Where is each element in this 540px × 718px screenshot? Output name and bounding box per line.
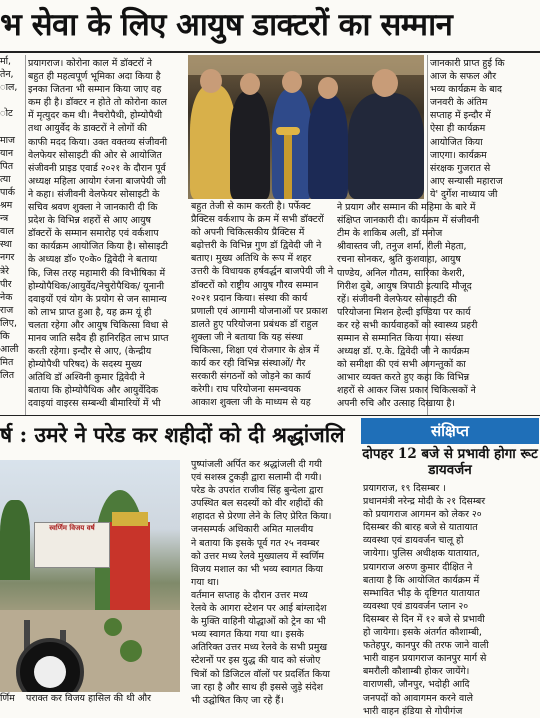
text-line: रेलवे के आगरा स्टेशन पर आई बांग्लादेश bbox=[191, 603, 327, 615]
text-line: में मृत्युदर कम थी। नैचरोपैथी, होम्योपैथी bbox=[28, 110, 163, 122]
text-line: जनसम्पर्क अधिकारी अमित मालवीय bbox=[191, 524, 314, 536]
text-line: को समीक्षा की एवं सभी आगन्तुकों का bbox=[337, 359, 466, 371]
text-line: प्रणाली एवं आगामी योजनाओं पर प्रकाश bbox=[191, 305, 328, 317]
text-line: बहुत ही महत्वपूर्ण भूमिका अदा किया है bbox=[28, 71, 161, 83]
text-line: चलता रहेगा और आयुष चिकित्सा विधा से bbox=[28, 319, 168, 331]
text-line: अध्यक्ष महिला आयोग रंजना बाजपेयी जी bbox=[28, 175, 167, 187]
text-line: भारी वाहन प्रयागराज कानपुर मार्ग से bbox=[363, 653, 487, 665]
text-line: के मुक्ति वाहिनी योद्धाओं को ट्रेन का भी bbox=[191, 616, 326, 628]
text-line: कम ही है। डॉक्टर न होते तो कोरोना काल bbox=[28, 97, 167, 109]
text-line: बताया कि होम्योपैथिक और आयुर्वेदिक bbox=[28, 385, 159, 397]
text-line: अतिरिक्त उत्तर मध्य रेलवे के सभी प्रमुख bbox=[191, 642, 328, 654]
text-line: ने बताया कि इसके पूर्व गत २५ नवम्बर bbox=[191, 537, 320, 549]
text-line: मानव जाति सदैव ही हानिरहित लाभ प्राप्त bbox=[28, 332, 169, 344]
text-line: कार्य कर रही विभिन्न संस्थाओं/ गैर bbox=[191, 358, 306, 370]
text-line: हो जायेगा। इसके अंतर्गत कौशाम्बी, bbox=[363, 627, 482, 639]
text-line: अध्यक्ष डॉ. ए.के. द्विवेदी जी ने कार्यक्रम bbox=[337, 346, 470, 358]
text-line: प्रैक्टिस वर्कशाप के क्रम में सभी डॉक्टरों bbox=[191, 214, 324, 226]
text-line: मित bbox=[0, 357, 14, 369]
text-line: विजय मशाल का भी भव्य स्वागत किया bbox=[191, 563, 323, 575]
text-line: लिए, bbox=[0, 317, 17, 329]
text-line bbox=[0, 94, 24, 107]
text-line: अतिथि डॉ अश्विनी कुमार द्विवेदी ने bbox=[28, 372, 145, 384]
sankshipt-banner: संक्षिप्त bbox=[361, 418, 539, 444]
text-line: आज के सफल और bbox=[430, 71, 497, 83]
sankshipt-body bbox=[363, 482, 539, 717]
text-line: परियोजना मिशन हेल्दी इण्डिया पर कार्य bbox=[337, 306, 471, 318]
text-line bbox=[0, 120, 24, 133]
text-line: व्यवस्था एवं डायवर्जन चालू हो bbox=[363, 535, 464, 547]
text-line: होम्योपैथिक/आयुर्वेद/नेचुरोपैथिक/ यूनानी bbox=[28, 280, 164, 292]
text-line: सप्ताह में इन्दौर में bbox=[430, 110, 491, 122]
text-line: पीर bbox=[0, 278, 12, 290]
text-line: शहरों से आकर जिस प्रकार चिकित्सकों ने bbox=[337, 385, 476, 397]
text-line: काफी मदद किया। उक्त वक्तव्य संजीवनी bbox=[28, 136, 168, 148]
text-line: जनवरी के अंतिम bbox=[430, 97, 488, 109]
text-line: होम्योपैथी परिषद) के सदस्य मुख्य bbox=[28, 359, 142, 371]
text-line: इनका जितना भी सम्मान किया जाए वह bbox=[28, 84, 162, 96]
text-line: टीम के शाकिब अली, डॉ मनोज bbox=[337, 228, 443, 240]
text-line: करेगी। राघ परियोजना समन्वयक bbox=[191, 384, 301, 396]
text-line: आभार व्यक्त करते हुए कहा कि विभिन्न bbox=[337, 372, 470, 384]
text-line: श्रीवास्तव जी, तनुज शर्मा, रीली मेहता, bbox=[337, 241, 467, 253]
parade-article-column bbox=[191, 458, 356, 706]
text-line: प्रदेश के विभिन्न शहरों से आए आयुष bbox=[28, 215, 151, 227]
headline-rule bbox=[0, 51, 540, 53]
text-line: ऐसा ही कार्यक्रम bbox=[430, 123, 486, 135]
text-line: पित bbox=[0, 160, 14, 172]
article-column-3 bbox=[337, 57, 539, 413]
text-line: पुष्पांजली अर्पित कर श्रद्धांजली दी गयी bbox=[191, 459, 322, 470]
parade-memorial-photo bbox=[0, 460, 180, 706]
text-line: डॉक्टरों को राष्ट्रीय आयुष गौरव सम्मान bbox=[191, 279, 319, 291]
text-line: एवं सशस्त्र टुकड़ी द्वारा सलामी दी गयी। bbox=[191, 472, 322, 484]
text-line: बहुत तेजी से काम करती है। पर्फेक्ट bbox=[191, 201, 311, 212]
text-line: कि, जिस तरह महामारी की विभीषिका में bbox=[28, 267, 166, 279]
text-line: बढ़ोत्तरी के विभिन्न गुण डॉ द्विवेदी जी ने bbox=[191, 240, 322, 252]
text-line: दिसम्बर से दिन में १२ बजे से प्रभावी bbox=[363, 613, 485, 625]
text-line: २०२१ प्रदान किया। संस्था की कार्य bbox=[191, 292, 308, 304]
text-line: सम्मान से सम्मानित किया गया। संस्था bbox=[337, 332, 464, 344]
text-line: आकाश शुक्ला जी के माध्यम से यह bbox=[191, 397, 311, 409]
text-line: नगर bbox=[0, 252, 15, 264]
text-line: बमरौली कौशाम्बी होकर जायेंगे। bbox=[363, 666, 470, 678]
text-line: रहें। संजीवनी वेलफेयर सोसाइटी की bbox=[337, 293, 457, 305]
text-line: आयोजित किया bbox=[430, 136, 483, 148]
main-headline: भ सेवा के लिए आयुष डाक्टरों का सम्मान bbox=[0, 7, 453, 43]
text-line: करती रहेगा। इन्दौर से आए, (केन्द्रीय bbox=[28, 346, 152, 358]
text-line: तेन, bbox=[0, 69, 14, 81]
text-line: संरक्षक गुजरात से bbox=[430, 162, 491, 174]
text-line: ाल, bbox=[0, 82, 18, 94]
text-line: ने कहा। संजीवनी वेलफेयर सोसाइटी के bbox=[28, 188, 160, 200]
text-line: र्मा, bbox=[0, 56, 12, 67]
text-line: प्रयागराज, १९ दिसम्बर । bbox=[363, 483, 446, 494]
text-line: भी उद्घोषित किए जा रहे हैं। bbox=[191, 694, 284, 706]
text-line: दिसम्बर की बारह बजे से यातायात bbox=[363, 522, 478, 534]
text-line: गया था। bbox=[191, 576, 220, 588]
text-line: आली bbox=[0, 344, 19, 356]
text-line: पाण्डेय, अनिल गौतम, सारिका केशरी, bbox=[337, 267, 465, 279]
column-divider bbox=[25, 55, 26, 415]
text-line: रचना सोनकर, श्रुति कुशवाहा, आयुष bbox=[337, 254, 461, 266]
parade-headline: र्ष : उमरे ने परेड कर शहीदों को दी श्रद्धांजलि bbox=[0, 422, 345, 447]
text-line: फतेहपुर, कानपुर की तरफ जाने वाली bbox=[363, 640, 489, 652]
text-line: के अध्यक्ष डॉ० ए०के० द्विवेदी ने बताया bbox=[28, 254, 158, 266]
text-line: बताए। मुख्य अतिथि के रूप में शहर bbox=[191, 253, 312, 265]
banner-sign bbox=[34, 522, 110, 568]
text-line: संक्षिप्त जानकारी दी। कार्यक्रम में संजीवनी bbox=[337, 215, 480, 227]
text-line: सम्भावित भीड़ के दृष्टिगत यातायात bbox=[363, 587, 480, 599]
text-line: दवाइयों एवं योग के प्रयोग से जन सामान्य bbox=[28, 293, 167, 305]
text-line: श्रम bbox=[0, 200, 13, 212]
text-line: जाएगा। कार्यक्रम bbox=[430, 149, 487, 161]
text-line: को अपनी चिकित्सकीय प्रैक्टिस में bbox=[191, 227, 305, 239]
text-line: कि bbox=[0, 330, 10, 342]
text-line: प्रयागराज। कोरोना काल में डॉक्टरों ने bbox=[28, 58, 153, 69]
text-line: दवाइयां वाइरस सम्बन्धी बीमारियों में भी bbox=[28, 398, 161, 410]
text-line: सरकारी संगठनों को जोड़ने का कार्य bbox=[191, 371, 311, 383]
text-line: स्टेशनों पर इस युद्ध की याद को संजोए bbox=[191, 655, 321, 667]
text-line: माज bbox=[0, 134, 15, 146]
text-line: लित bbox=[0, 370, 15, 382]
text-line: भव्य स्वागत किया गया था। इसके bbox=[191, 629, 304, 641]
sankshipt-headline: दोपहर 12 बजे से प्रभावी होगा रूट डायवर्जन bbox=[362, 446, 538, 478]
text-line: व्यवस्था एवं डायवर्जन प्लान २० bbox=[363, 600, 469, 612]
text-line: वाराणसी, जौनपुर, भदोही आदि bbox=[363, 679, 470, 691]
text-line: शुक्ला जी ने बताया कि यह संस्था bbox=[191, 331, 303, 343]
text-line: शहादत से प्रेरणा लेने के लिए प्रेरित किया। bbox=[191, 511, 332, 523]
text-line: को उत्तर मध्य रेलवे मुख्यालय में स्वर्णिम bbox=[191, 550, 324, 562]
text-line: संजीवनी प्राइड एवार्ड २०२१ के दौरान पूर्व bbox=[28, 162, 166, 174]
text-line: चिकित्सा, शिक्षा एवं रोजगार के क्षेत्र में bbox=[191, 345, 320, 357]
text-line: तथा आयुर्वेद के डाक्टरों ने लोगों की bbox=[28, 123, 147, 135]
text-line: का कार्यक्रम आयोजित किया है। सोसाइटी bbox=[28, 241, 168, 253]
text-line: को लाभ प्राप्त हुआ है, यह क्रम यूं ही bbox=[28, 306, 152, 318]
text-line: गिरीश दुबे, आयुष त्रिपाठी इत्यादि मौजूद bbox=[337, 280, 472, 292]
text-line: ये' दुर्गेश नाध्याय जी bbox=[430, 188, 498, 200]
text-line: जानकारी प्राप्त हुई कि bbox=[430, 58, 505, 69]
text-line: वर्तमान सप्ताह के दौरान उत्तर मध्य bbox=[191, 589, 308, 601]
text-line: भव्य कार्यक्रम के बाद bbox=[430, 84, 503, 96]
section-rule bbox=[0, 415, 540, 416]
text-line: बताया है कि आयोजित कार्यक्रम में bbox=[363, 574, 480, 586]
text-line: डॉक्टरों के सम्मान समारोह एवं वर्कशाप bbox=[28, 228, 159, 240]
caption-text: पराक्त कर विजय हासिल की थी और bbox=[26, 693, 151, 704]
text-line: स्था bbox=[0, 239, 12, 251]
text-line: यान bbox=[0, 147, 14, 159]
text-line: आए सन्यासी महाराज bbox=[430, 175, 503, 187]
caption-prefix: र्णिम bbox=[0, 693, 15, 704]
text-line: पार्क bbox=[0, 186, 15, 198]
banner-sign-text: स्वर्णिम विजय वर्ष bbox=[49, 524, 95, 532]
text-line: राज bbox=[0, 304, 14, 316]
article-column-1 bbox=[28, 57, 184, 413]
text-line: डालते हुए परियोजना प्रबंधक डॉ राहुल bbox=[191, 318, 318, 330]
text-line: कर रहे सभी कार्यवाहकों को स्वास्थ्य प्रहरी bbox=[337, 319, 478, 331]
text-line: जनपदों को आवागमन करने वाले bbox=[363, 692, 473, 704]
text-line: उपस्थित बल सदस्यों को वीर शहीदों की bbox=[191, 498, 324, 510]
text-line: नेक bbox=[0, 291, 13, 303]
text-line: चित्रों को डिजिटल वॉलों पर प्रदर्शित किया bbox=[191, 668, 330, 680]
text-line: जायेगा। पुलिस अधीक्षक यातायात, bbox=[363, 548, 480, 560]
text-line: वेलफेयर सोसाइटी की ओर से आयोजित bbox=[28, 149, 162, 161]
text-line: सचिव श्रवण शुक्ला ने जानकारी दी कि bbox=[28, 202, 158, 214]
text-line: त्रेरे bbox=[0, 265, 10, 277]
text-line: भारी वाहन हंडिया से गोपीगंज bbox=[363, 705, 463, 717]
left-cut-column bbox=[0, 55, 24, 415]
text-line: न्त्र bbox=[0, 213, 9, 225]
text-line: ने प्रयाग और सम्मान की महिमा के बारे में bbox=[337, 202, 476, 214]
text-line: को प्रयागराज आगमन को लेकर २० bbox=[363, 509, 482, 521]
text-line: त्या bbox=[0, 173, 11, 185]
text-line: अपनी रुचि और उत्साह दिखाया है। bbox=[337, 398, 455, 410]
text-line: प्रधानमंत्री नरेन्द्र मोदी के २१ दिसम्बर bbox=[363, 496, 486, 508]
text-line: जा रहा है और साथ ही इससे जुड़े संदेश bbox=[191, 681, 323, 693]
text-line: उत्तरी के विधायक हर्षवर्द्धन बाजपेयी जी ने bbox=[191, 266, 334, 278]
text-line: परेड के उपरांत राजीव सिंह बुन्देला द्वारा bbox=[191, 485, 324, 497]
text-line: वाल bbox=[0, 226, 14, 238]
bottom-left-caption bbox=[0, 692, 180, 706]
text-line: प्रयागराज अरुण कुमार दीक्षित ने bbox=[363, 561, 473, 573]
text-line: ोट bbox=[0, 108, 13, 120]
